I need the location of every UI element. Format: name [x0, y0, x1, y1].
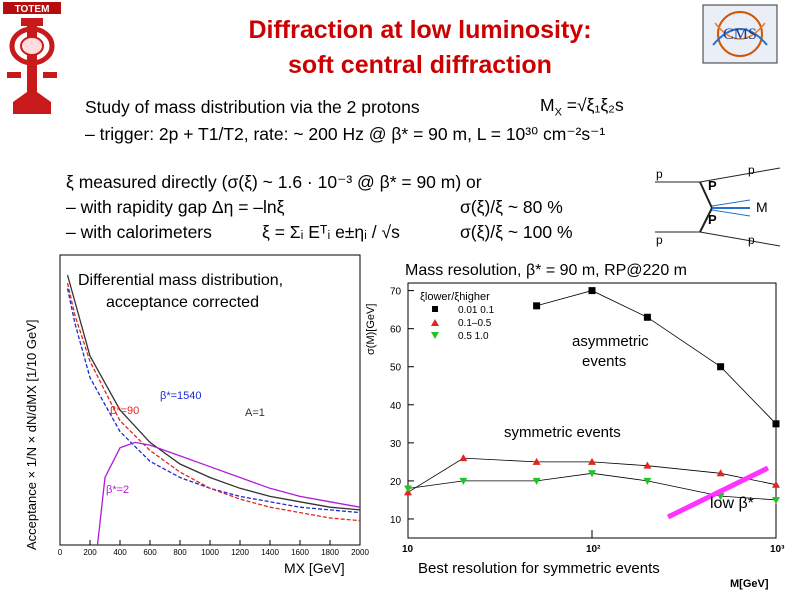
low-beta-label: low β* — [710, 495, 754, 512]
legend-marker-square — [432, 306, 438, 312]
left-chart-caption-1: Differential mass distribution, — [78, 272, 284, 289]
xi-measured-text: ξ measured directly (σ(ξ) ~ 1.6 · 10⁻³ @ β* = 90 m) or — [66, 172, 482, 192]
right-ytick-label: 60 — [390, 324, 402, 336]
rapidity-gap-text: – with rapidity gap Δη = –lnξ — [66, 197, 285, 217]
calorimeters-text: – with calorimeters — [66, 222, 212, 242]
left-xtick-label: 400 — [113, 548, 127, 557]
left-xtick-label: 600 — [143, 548, 157, 557]
study-text: Study of mass distribution via the 2 protons — [85, 97, 420, 117]
left-xtick-label: 1200 — [231, 548, 249, 557]
left-xtick-label: 200 — [83, 548, 97, 557]
left-chart-ylabel: Acceptance × 1/N × dN/dMX [1/10 GeV] — [24, 319, 39, 550]
right-point — [644, 314, 651, 321]
mass-formula: $M_X =√\xi_1\xi_2s$ — [540, 95, 624, 119]
right-chart-title: Mass resolution, β* = 90 m, RP@220 m — [405, 262, 687, 279]
feynman-diagram — [650, 160, 790, 250]
feynman-p-top-left: p — [656, 167, 663, 181]
right-point — [533, 302, 540, 309]
feynman-P-lower: P — [708, 212, 717, 227]
legend-label-3: 0.5 1.0 — [458, 331, 489, 342]
trigger-text: – trigger: 2p + T1/T2, rate: ~ 200 Hz @ β* = 90 m, L = 10³⁰ cm⁻²s⁻¹ — [85, 124, 606, 144]
right-xtick-label: 10³ — [770, 544, 785, 555]
feynman-P-upper: P — [708, 178, 717, 193]
left-xtick-label: 1000 — [201, 548, 219, 557]
right-ytick-label: 30 — [390, 438, 402, 450]
right-point — [773, 420, 780, 427]
right-point — [717, 363, 724, 370]
cms-logo-text: CMS — [723, 26, 757, 43]
left-xtick-label: 1400 — [261, 548, 279, 557]
right-chart-caption: Best resolution for symmetric events — [418, 560, 660, 577]
right-chart-ylabel: σ(M)[GeV] — [365, 303, 377, 355]
right-ytick-label: 10 — [390, 514, 402, 526]
feynman-p-top-right: p — [748, 163, 755, 177]
annotation-asymmetric-1: asymmetric — [572, 333, 649, 350]
calorimeter-formula: ξ = Σᵢ Eᵀᵢ e±ηᵢ / √s — [262, 222, 400, 242]
left-xtick-label: 0 — [57, 548, 63, 557]
right-xtick-label: 10² — [586, 544, 601, 555]
right-ytick-label: 40 — [390, 400, 402, 412]
right-point — [589, 287, 596, 294]
right-xtick-label: 10 — [402, 544, 414, 555]
left-xtick-label: 1600 — [291, 548, 309, 557]
right-ytick-label: 20 — [390, 476, 402, 488]
annotation-beta1540: β*=1540 — [160, 390, 202, 402]
annotation-symmetric: symmetric events — [504, 424, 621, 441]
left-xtick-label: 2000 — [351, 548, 369, 557]
right-ytick-label: 50 — [390, 362, 402, 374]
left-chart-xlabel: MX [GeV] — [284, 560, 345, 576]
legend-label-1: 0.01 0.1 — [458, 305, 495, 316]
feynman-p-bot-left: p — [656, 233, 663, 247]
calorimeter-resolution: σ(ξ)/ξ ~ 100 % — [460, 222, 573, 242]
legend-label-2: 0.1–0.5 — [458, 318, 492, 329]
legend-header: ξlower/ξhigher — [420, 291, 490, 303]
left-chart — [20, 250, 369, 595]
right-ytick-label: 70 — [390, 286, 402, 298]
totem-logo — [3, 2, 61, 117]
annotation-beta2: β*=2 — [106, 484, 130, 496]
annotation-A1: A=1 — [245, 407, 265, 419]
annotation-asymmetric-2: events — [582, 353, 627, 370]
left-xtick-label: 1800 — [321, 548, 339, 557]
rapidity-resolution: σ(ξ)/ξ ~ 80 % — [460, 197, 563, 217]
slide-title-line2: soft central diffraction — [288, 51, 552, 79]
right-chart — [360, 255, 794, 595]
left-chart-caption-2: acceptance corrected — [106, 294, 259, 311]
annotation-beta90: β*=90 — [110, 405, 140, 417]
totem-logo-text: TOTEM — [14, 4, 50, 15]
feynman-p-bot-right: p — [748, 233, 755, 247]
right-chart-xlabel: M[GeV] — [730, 578, 769, 590]
slide-title-line1: Diffraction at low luminosity: — [248, 16, 592, 44]
feynman-M: M — [756, 199, 768, 215]
left-xtick-label: 800 — [173, 548, 187, 557]
